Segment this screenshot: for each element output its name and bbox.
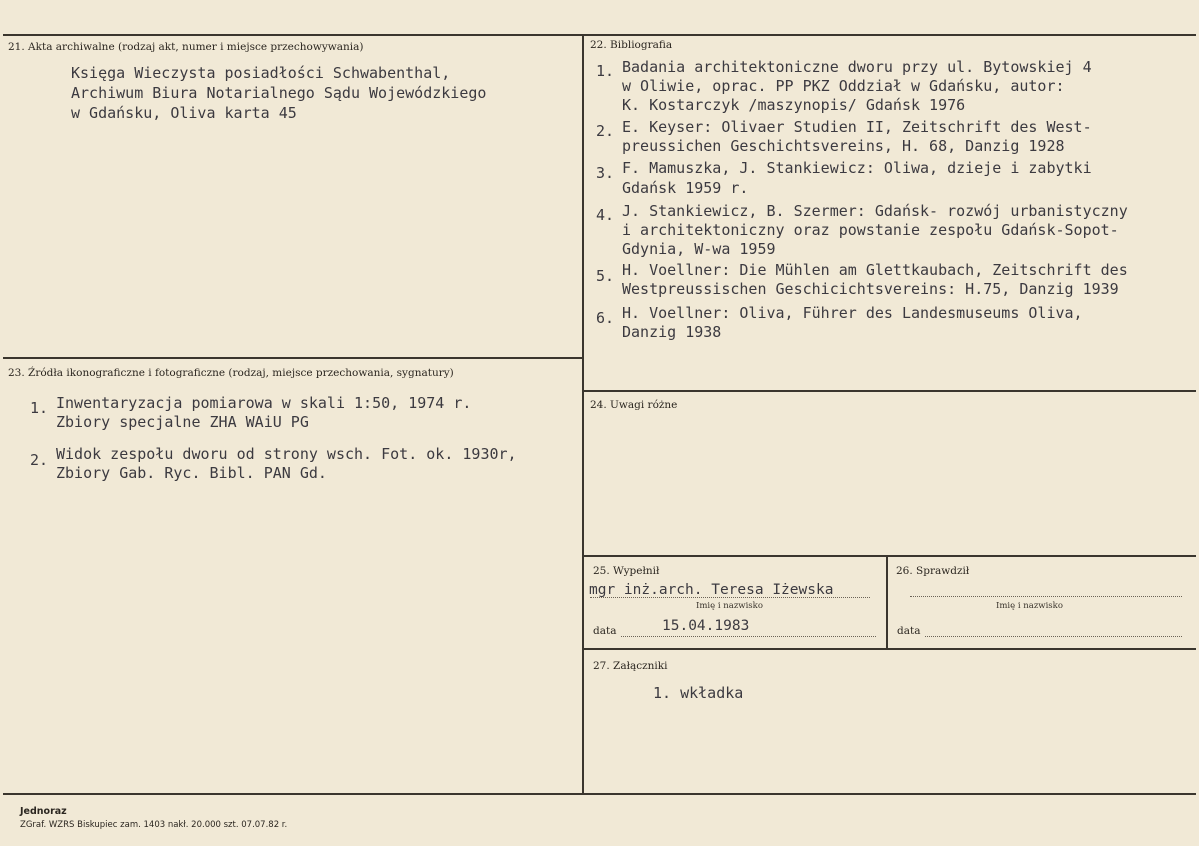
bib-6-line-2: Danzig 1938 [622,323,722,341]
center-divider [582,36,584,794]
filled-by-date-line [621,636,876,637]
top-border [3,34,1196,36]
bib-5-line-1: H. Voellner: Die Mühlen am Glettkaubach, Zeitschrift des [622,261,1128,279]
bib-1-line-2: w Oliwie, oprac. PP PKZ Oddział w Gdańsku, autor: [622,77,1065,95]
bib-2-line-2: preussichen Geschichtsvereins, H. 68, Danzig 1928 [622,137,1065,155]
bib-4-num: 4. [596,206,615,224]
section-21-line-1: Księga Wieczysta posiadłości Schwabenthal, [71,64,451,82]
filled-by-name: mgr inż.arch. Teresa Iżewska [589,582,834,598]
section-27-label: 27. Załączniki [593,660,668,672]
section-21-label: 21. Akta archiwalne (rodzaj akt, numer i miejsce przechowywania) [8,41,364,53]
section-21-line-2: Archiwum Biura Notarialnego Sądu Wojewódzkiego [71,84,487,102]
section-24-label: 24. Uwagi różne [590,399,678,411]
src-2-line-1: Widok zespołu dworu od strony wsch. Fot. ok. 1930r, [56,445,517,463]
divider-25-26 [886,556,888,649]
checked-by-date-line [925,636,1182,637]
src-2-num: 2. [30,451,49,469]
checked-by-name-caption: Imię i nazwisko [996,601,1063,611]
bib-2-line-1: E. Keyser: Olivaer Studien II, Zeitschrift des West- [622,118,1092,136]
section-22-label: 22. Bibliografia [590,39,673,51]
filled-by-date: 15.04.1983 [662,618,750,634]
footer-line-2: ZGraf. WZRS Biskupiec zam. 1403 nakł. 20.000 szt. 07.07.82 r. [20,820,288,830]
right-divider-25-27 [583,648,1196,650]
bib-6-line-1: H. Voellner: Oliva, Führer des Landesmuseums Oliva, [622,304,1083,322]
checked-by-date-label: data [897,625,921,637]
src-1-num: 1. [30,399,49,417]
section-23-label: 23. Źródła ikonograficzne i fotograficzne (rodzaj, miejsce przechowania, sygnatury) [8,367,454,379]
section-21-line-3: w Gdańsku, Oliva karta 45 [71,104,297,122]
src-1-line-1: Inwentaryzacja pomiarowa w skali 1:50, 1974 r. [56,394,472,412]
left-mid-divider [3,357,583,359]
checked-by-name-line [910,596,1182,597]
bib-5-line-2: Westpreussischen Geschicichtsvereins: H.75, Danzig 1939 [622,280,1119,298]
src-2-line-2: Zbiory Gab. Ryc. Bibl. PAN Gd. [56,464,327,482]
bib-1-line-3: K. Kostarczyk /maszynopis/ Gdańsk 1976 [622,96,966,114]
section-25-label: 25. Wypełnił [593,565,660,577]
bib-3-line-1: F. Mamuszka, J. Stankiewicz: Oliwa, dzieje i zabytki [622,159,1092,177]
bib-5-num: 5. [596,267,615,285]
filled-by-name-line [590,597,870,598]
footer-line-1: Jednoraz [20,806,67,817]
section-26-label: 26. Sprawdził [896,565,970,577]
bib-2-num: 2. [596,122,615,140]
bottom-border [3,793,1196,795]
bib-3-num: 3. [596,164,615,182]
bib-1-num: 1. [596,62,615,80]
right-divider-22-24 [583,390,1196,392]
bib-4-line-2: i architektoniczny oraz powstanie zespołu Gdańsk-Sopot- [622,221,1119,239]
attachment-1: 1. wkładka [653,684,744,702]
bib-6-num: 6. [596,309,615,327]
bib-4-line-1: J. Stankiewicz, B. Szermer: Gdańsk- rozwój urbanistyczny [622,202,1128,220]
bib-4-line-3: Gdynia, W-wa 1959 [622,240,776,258]
right-divider-24-25 [583,555,1196,557]
filled-by-date-label: data [593,625,617,637]
src-1-line-2: Zbiory specjalne ZHA WAiU PG [56,413,309,431]
bib-1-line-1: Badania architektoniczne dworu przy ul. Bytowskiej 4 [622,58,1092,76]
filled-by-name-caption: Imię i nazwisko [696,601,763,611]
bib-3-line-2: Gdańsk 1959 r. [622,179,749,197]
